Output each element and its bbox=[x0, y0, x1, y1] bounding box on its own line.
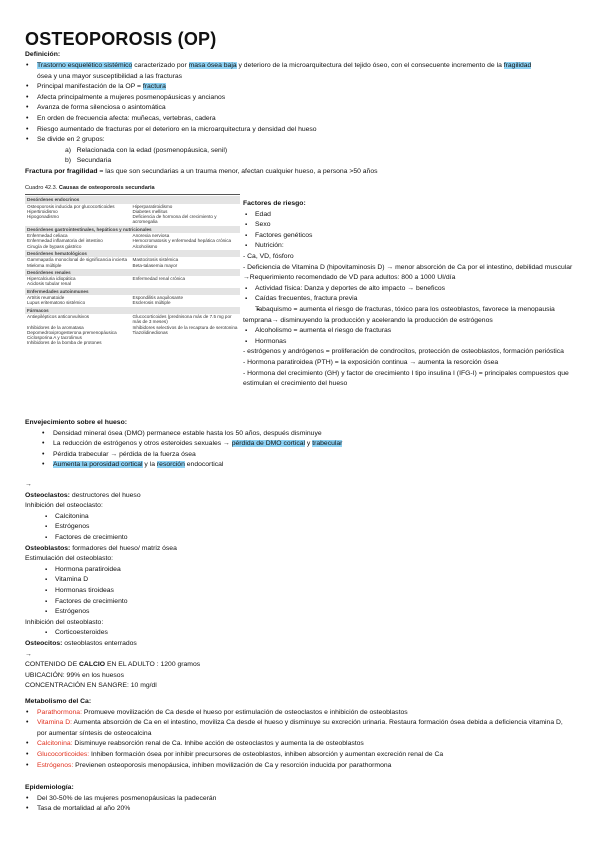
caption-title: Causas de osteoporosis secundaria bbox=[58, 185, 155, 191]
table-cell: Alcoholismo bbox=[132, 243, 158, 249]
list-item bbox=[25, 750, 573, 761]
table-row bbox=[25, 300, 240, 305]
text: formadores del hueso/ matriz ósea bbox=[70, 544, 177, 552]
epidemiologia-section bbox=[25, 783, 570, 815]
term: Glucocorticoides: bbox=[37, 750, 90, 758]
text-line: Estimulación del osteoblasto: bbox=[25, 555, 114, 563]
list-item: ▪ Alcoholismo = aumenta el riesgo de fracturas bbox=[243, 326, 573, 337]
definicion-heading: Definición: bbox=[25, 51, 61, 58]
factores-section bbox=[243, 199, 573, 390]
table-section-header: Fármacos bbox=[25, 307, 240, 314]
text: Secundaria bbox=[76, 157, 112, 165]
envejecimiento-heading: Envejecimiento sobre el hueso: bbox=[25, 419, 127, 426]
list-item: ▪ Calcitonina bbox=[43, 512, 570, 523]
text: y deterioro de la microarquitectura del tejido óseo, con el consecuente incremento de la bbox=[236, 62, 504, 69]
list-item: • Densidad mineral ósea (DMO) permanece estable hasta los 50 años, después disminuye bbox=[41, 429, 570, 440]
text-line: - Deficiencia de Vitamina D (hipovitaminosis D) → menor absorción de Ca por el intestino, debilidad muscular bbox=[243, 263, 573, 271]
table-cell: Anorexia nerviosa bbox=[132, 233, 170, 239]
list-item bbox=[25, 761, 573, 772]
term: Parathormona: bbox=[37, 708, 82, 716]
fragilidad-line bbox=[25, 167, 570, 178]
list-item: • Pérdida trabecular → pérdida de la fuerza ósea bbox=[41, 450, 570, 461]
text: osteoblastos enterrados bbox=[62, 639, 137, 647]
table-cell: Hipogonadismo bbox=[27, 214, 59, 220]
table-cell: Cirugía de bypass gástrico bbox=[27, 243, 82, 249]
highlight: trabecular bbox=[312, 440, 343, 448]
list-item: ▪ Sexo bbox=[243, 220, 573, 231]
text: EN EL ADULTO : 1200 gramos bbox=[105, 661, 201, 669]
table-row bbox=[25, 340, 240, 345]
text: CONTENIDO DE bbox=[25, 661, 80, 669]
sublist-item bbox=[25, 156, 570, 167]
table-section-header: Desórdenes gastrointestinales, hepáticos y nutricionales bbox=[25, 226, 240, 233]
list-item: ▪ Factores de crecimiento bbox=[43, 597, 570, 608]
text: caracterizado por bbox=[132, 62, 189, 69]
list-item: ▪ Corticoesteroides bbox=[43, 628, 570, 639]
text: = las que son secundarias a un trauma menor, afectan cualquier hueso, a persona >50 años bbox=[97, 167, 378, 175]
table-cell: Inhibidores de la aromatasa bbox=[27, 324, 84, 330]
text-line: Inhibición del osteoclasto: bbox=[25, 502, 103, 510]
caption-number: Cuadro 42.3. bbox=[25, 185, 58, 191]
text-line: Inhibición del osteoblasto: bbox=[25, 618, 104, 626]
label: Osteoblastos: bbox=[25, 544, 71, 552]
table-cell: Mieloma múltiple bbox=[27, 262, 62, 268]
text: Promueve movilización de Ca desde el hueso por estimulación de osteoclastos e inhibición de osteoblastos bbox=[81, 708, 408, 716]
highlight: fractura bbox=[142, 83, 166, 91]
table-cell: Tiazolidinedionas bbox=[132, 329, 168, 335]
table-section-header: Desórdenes renales bbox=[25, 269, 240, 276]
text-line: CONCENTRACIÓN EN SANGRE: 10 mg/dl bbox=[25, 682, 157, 690]
text: ósea y una mayor susceptibilidad a las fracturas bbox=[37, 72, 183, 80]
list-item: ▪ Vitamina D bbox=[43, 575, 570, 586]
list-item: ▪ Caídas frecuentes, fractura previa bbox=[243, 294, 573, 305]
highlight: Trastorno esquelético sistémico bbox=[37, 62, 133, 69]
text-line: →Requerimiento recomendado de VD para adultos: 800 a 1000 UI/día bbox=[243, 274, 456, 282]
arrow-line: → bbox=[25, 481, 32, 488]
list-item: ▪ Hormona paratiroidea bbox=[43, 565, 570, 576]
list-item bbox=[41, 460, 570, 471]
list-item bbox=[41, 439, 570, 450]
table-row bbox=[25, 214, 240, 225]
text: Principal manifestación de la OP = bbox=[37, 83, 143, 91]
table-cell: Mastocitosis sistémica bbox=[132, 257, 179, 263]
table-section-header: Desórdenes endocrinos bbox=[25, 196, 240, 203]
table-cell: Glucocorticoides (prednisona más de 7.5 mg por más de 3 meses) bbox=[132, 313, 232, 325]
celulas-section bbox=[25, 480, 570, 692]
metabolismo-section bbox=[25, 697, 573, 771]
label: Fractura por fragilidad bbox=[25, 167, 98, 175]
list-item: • Afecta principalmente a mujeres posmenopáusicas y ancianos bbox=[25, 93, 570, 104]
table-section-header: Desórdenes hematológicos bbox=[25, 250, 240, 257]
table-cell: Osteoporosis inducida por glucocorticoides bbox=[27, 203, 115, 209]
table-row bbox=[25, 281, 240, 286]
table-cell: Hipercalciuria idiopática bbox=[27, 276, 76, 282]
list-item: ▪ Factores genéticos bbox=[243, 231, 573, 242]
list-item: ▪ Actividad física: Danza y deportes de alto impacto → beneficos bbox=[243, 284, 573, 295]
text: Aumenta absorción de Ca en el intestino, moviliza Ca desde el hueso y disminuye su excreción urinaria. Restaura formación ósea debida a deficiencia vitamina D, por aumentar síntesis de osteocalcina bbox=[37, 719, 563, 737]
label: b) bbox=[65, 157, 72, 165]
list-item: • En orden de frecuencia afecta: muñecas, vertebras, cadera bbox=[25, 114, 570, 125]
list-item bbox=[25, 61, 570, 82]
highlight: resorción bbox=[156, 461, 185, 469]
highlight: masa ósea baja bbox=[188, 62, 237, 69]
term: Vitamina D: bbox=[37, 719, 73, 727]
text: Inhiben formación ósea por inhibir precursores de osteoblastos, inhiben absorción y aumentan excreción renal de Ca bbox=[89, 750, 444, 758]
list-item: ▪ Factores de crecimiento bbox=[43, 533, 570, 544]
causes-table bbox=[25, 186, 240, 346]
table-cell: Enfermedad inflamatoria del intestino bbox=[27, 238, 103, 244]
list-item: • Avanza de forma silenciosa o asintomática bbox=[25, 103, 570, 114]
table-cell: Antiepilépticos anticonvulsivos bbox=[27, 313, 90, 319]
page-title: OSTEOPOROSIS (OP) bbox=[25, 29, 217, 49]
label: Osteoclastos: bbox=[25, 491, 70, 499]
metabolismo-heading: Metabolismo del Ca: bbox=[25, 698, 92, 705]
list-item bbox=[25, 739, 573, 750]
term: Estrógenos: bbox=[37, 761, 74, 769]
calcio-line bbox=[25, 660, 570, 671]
table-cell: Espondilitis anquilosante bbox=[132, 295, 184, 301]
table-cell: Inhibidores selectivos de la recaptura de serotonina bbox=[132, 324, 238, 330]
table-section-header: Enfermedades autoinmunes bbox=[25, 288, 240, 295]
text-line: - Ca, VD, fósforo bbox=[243, 252, 294, 260]
table-caption bbox=[25, 186, 240, 191]
text: y la bbox=[142, 461, 157, 469]
text-line: - estrógenos y andrógenos = proliferación de condrocitos, protección de osteoblastos, formación perióstica bbox=[243, 348, 564, 356]
table-cell bbox=[133, 340, 239, 345]
text: y bbox=[305, 440, 313, 448]
table-cell: Gammapatía monoclonal de significancia incierta bbox=[27, 257, 128, 263]
table-cell: Lupus eritematoso sistémico bbox=[27, 300, 86, 306]
table-cell: Artritis reumatoide bbox=[27, 295, 65, 301]
highlight: fragilidad bbox=[503, 62, 532, 69]
list-item bbox=[25, 718, 573, 739]
osteoclastos-line bbox=[25, 491, 570, 502]
text: endocortical bbox=[184, 461, 224, 469]
list-item: ▪ Estrógenos bbox=[43, 522, 570, 533]
highlight: pérdida de DMO cortical bbox=[231, 440, 306, 448]
text-line: - Hormona paratiroidea (PTH) = la exposición continua → aumenta la resorción ósea bbox=[243, 358, 499, 366]
table-cell: Esclerosis múltiple bbox=[132, 300, 171, 306]
table-cell: Hiperparatiroidismo bbox=[132, 203, 173, 209]
table-body bbox=[25, 194, 240, 345]
text: destructores del hueso bbox=[69, 491, 141, 499]
table-cell: Depomedroxiprogesterona premenopáusica bbox=[27, 329, 117, 335]
osteocitos-line bbox=[25, 639, 570, 650]
list-item: • Tasa de mortalidad al año 20% bbox=[25, 804, 570, 815]
text: La reducción de estrógenos y otros esteroides sexuales → bbox=[53, 440, 232, 448]
factores-heading: Factores de riesgo: bbox=[243, 200, 306, 207]
list-item: ▪ Estrógenos bbox=[43, 607, 570, 618]
table-row bbox=[25, 314, 240, 325]
table-cell bbox=[133, 281, 239, 286]
list-item: ▪ Hormonas tiroideas bbox=[43, 586, 570, 597]
list-item: ▪ Tabaquismo = aumenta el riesgo de fracturas, tóxico para los osteoblastos, favorece la menopausia temprana→ disminuyendo la producción y acelerando la producción de estrógenos bbox=[243, 305, 573, 326]
table-cell: Hemocromatosis y enfermedad hepática crónica bbox=[132, 238, 232, 244]
list-item: • Riesgo aumentado de fracturas por el deterioro en la microarquitectura y densidad del hueso bbox=[25, 125, 570, 136]
list-item bbox=[25, 708, 573, 719]
table-row bbox=[25, 244, 240, 249]
highlight: Aumenta la porosidad cortical bbox=[53, 461, 143, 469]
list-item: ▪ Nutrición: bbox=[243, 241, 573, 252]
text-line: - Hormona del crecimiento (GH) y factor de crecimiento I tipo insulina I (IFG-I) = principales compuestos que estimulan el crecimiento del hueso bbox=[243, 369, 569, 388]
text: Disminuye reabsorción renal de Ca. Inhibe acción de osteoclastos y aumenta la de osteoblastos bbox=[72, 740, 364, 748]
table-cell: Hipertiroidismo bbox=[27, 208, 58, 214]
envejecimiento-section bbox=[25, 418, 570, 471]
osteoblastos-line bbox=[25, 544, 570, 555]
list-item: • Del 30-50% de las mujeres posmenopáusicas la padecerán bbox=[25, 794, 570, 805]
table-cell: Enfermedad renal crónica bbox=[132, 276, 186, 282]
table-cell: Enfermedad celiaca bbox=[27, 233, 68, 239]
epidemiologia-heading: Epidemiología: bbox=[25, 784, 74, 791]
table-row bbox=[25, 263, 240, 268]
text: Relacionada con la edad (posmenopáusica, senil) bbox=[76, 146, 228, 154]
text-line: UBICACIÓN: 99% en los huesos bbox=[25, 671, 124, 679]
text: Previenen osteoporosis menopáusica, inhiben movilización de Ca y resorción inducida por parathormona bbox=[73, 761, 392, 769]
list-item bbox=[25, 82, 570, 93]
label: a) bbox=[65, 146, 72, 154]
arrow-line: → bbox=[25, 650, 32, 658]
table-cell: Ciclosporina A y tacrolimus bbox=[27, 335, 82, 341]
table-cell: Diabetes mellitus bbox=[132, 208, 168, 214]
list-item: • Se divide en 2 grupos: bbox=[25, 135, 570, 146]
list-item: ▪ Edad bbox=[243, 210, 573, 221]
sublist-item bbox=[25, 146, 570, 157]
table-cell: Inhibidores de la bomba de protones bbox=[27, 340, 102, 346]
term: Calcitonina: bbox=[37, 740, 73, 748]
text: CALCIO bbox=[79, 661, 106, 669]
label: Osteocitos: bbox=[25, 639, 63, 647]
table-cell: Acidosis tubular renal bbox=[27, 281, 71, 287]
table-cell: Deficiencia de hormona del crecimiento y acromegalia bbox=[132, 214, 217, 225]
list-item: ▪ Hormonas bbox=[243, 337, 573, 348]
definicion-list bbox=[25, 61, 570, 178]
table-cell: Beta-talasemia mayor bbox=[132, 262, 178, 268]
